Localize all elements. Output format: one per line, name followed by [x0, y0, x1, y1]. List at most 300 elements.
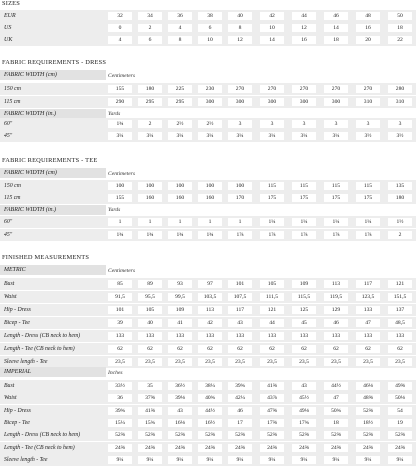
value-cell: 16	[356, 24, 380, 32]
value-cell: 115	[260, 182, 284, 190]
value-cell: 24⅜	[260, 444, 284, 452]
value-cell: 49⅛	[292, 407, 316, 415]
value-cell: 62	[324, 345, 348, 353]
value-cell: 23,5	[228, 358, 252, 366]
value-cell: 9¼	[138, 456, 162, 464]
value-cell: 23,5	[168, 358, 192, 366]
row-label: Length - Tee (CB neck to hem)	[4, 444, 75, 451]
value-cell: 17⅜	[260, 419, 284, 427]
row-label: Bust	[4, 383, 15, 389]
value-cell: 133	[324, 332, 348, 340]
value-cell: 48⅝	[356, 394, 380, 402]
value-cell: 32	[108, 12, 132, 20]
fabric-width-in-header: FABRIC WIDTH (in.)	[0, 109, 106, 119]
value-cell: 46⅛	[356, 382, 380, 390]
value-cell: 43	[168, 407, 192, 415]
value-cell: 1¼	[292, 218, 316, 226]
value-cell: 1½	[388, 218, 412, 226]
value-cell: 42	[198, 319, 222, 327]
dress-row-45in	[0, 130, 416, 142]
value-cell: 44	[260, 319, 284, 327]
row-label: Bust	[4, 281, 15, 287]
value-cell: 1¾	[138, 231, 162, 239]
value-cell: 115,5	[292, 293, 316, 301]
value-cell: 1⅞	[228, 231, 252, 239]
tee-row-150cm	[0, 180, 416, 192]
value-cell: 1	[228, 218, 252, 226]
value-cell: 300	[198, 98, 222, 106]
tee-row-115cm	[0, 192, 416, 204]
value-cell: 97	[198, 280, 222, 288]
value-cell: 133	[292, 332, 316, 340]
value-cell: 16	[292, 36, 316, 44]
value-cell: 1¾	[168, 231, 192, 239]
value-cell: 52⅜	[168, 431, 192, 439]
value-cell: 117	[356, 280, 380, 288]
fabric-width-cm-header: FABRIC WIDTH (cm)	[0, 70, 106, 80]
value-cell: 46	[228, 407, 252, 415]
value-cell: 12	[228, 36, 252, 44]
value-cell: 3½	[388, 132, 412, 140]
value-cell: 62	[260, 345, 284, 353]
value-cell: 101	[228, 280, 252, 288]
value-cell: 18	[324, 419, 348, 427]
row-label: Length - Dress (CB neck to hem)	[4, 432, 81, 439]
value-cell: 16⅛	[168, 419, 192, 427]
value-cell: 300	[324, 98, 348, 106]
value-cell: 52⅜	[292, 431, 316, 439]
value-cell: 99,5	[168, 293, 192, 301]
value-cell: 15¼	[108, 419, 132, 427]
value-cell: 24⅜	[138, 444, 162, 452]
row-label: 115 cm	[4, 99, 21, 105]
value-cell: 49⅝	[388, 382, 412, 390]
value-cell: 3½	[356, 132, 380, 140]
sizes-title: SIZES	[2, 0, 21, 7]
value-cell: 3	[324, 120, 348, 128]
value-cell: 40¾	[198, 394, 222, 402]
value-cell: 45	[292, 319, 316, 327]
value-cell: 41⅜	[260, 382, 284, 390]
value-cell: 23,5	[324, 358, 348, 366]
value-cell: 62	[168, 345, 192, 353]
row-label: Sleeve length - Tee	[4, 359, 48, 365]
row-label: Length - Dress (CB neck to hem)	[4, 333, 81, 339]
value-cell: 52⅜	[356, 431, 380, 439]
value-cell: 121	[388, 280, 412, 288]
value-cell: 43	[228, 319, 252, 327]
value-cell: 105	[138, 306, 162, 314]
metric-row	[0, 278, 416, 290]
imperial-row	[0, 392, 416, 404]
value-cell: 1¾	[108, 120, 132, 128]
value-cell: 93	[168, 280, 192, 288]
value-cell: 0	[108, 24, 132, 32]
value-cell: 3¼	[108, 132, 132, 140]
row-label: Bicep - Tee	[4, 419, 30, 426]
value-cell: 46	[324, 12, 348, 20]
fabric-width-in-header: FABRIC WIDTH (in.)	[0, 205, 106, 215]
value-cell: 151,5	[388, 293, 412, 301]
value-cell: 115	[324, 182, 348, 190]
value-cell: 9¼	[228, 456, 252, 464]
value-cell: 1¼	[260, 218, 284, 226]
value-cell: 23,5	[198, 358, 222, 366]
value-cell: 160	[168, 194, 192, 202]
value-cell: 101	[108, 306, 132, 314]
metric-row	[0, 317, 416, 329]
row-label: 115 cm	[4, 195, 21, 201]
value-cell: 100	[198, 182, 222, 190]
row-label: 45"	[4, 133, 13, 139]
value-cell: 270	[228, 85, 252, 93]
value-cell: 115	[356, 182, 380, 190]
dress-fabric-title: FABRIC REQUIREMENTS - DRESS	[2, 59, 107, 66]
value-cell: 42	[260, 12, 284, 20]
value-cell: 24⅜	[292, 444, 316, 452]
value-cell: 52⅜	[198, 431, 222, 439]
value-cell: 1	[168, 218, 192, 226]
value-cell: 38	[198, 12, 222, 20]
value-cell: 9¼	[198, 456, 222, 464]
value-cell: 3¼	[198, 132, 222, 140]
value-cell: 36½	[168, 382, 192, 390]
row-label: UK	[4, 37, 13, 43]
value-cell: 38¼	[198, 382, 222, 390]
unit-label: Centimeters	[108, 268, 136, 274]
value-cell: 23,5	[292, 358, 316, 366]
value-cell: 24⅜	[324, 444, 348, 452]
value-cell: 9¼	[324, 456, 348, 464]
value-cell: 180	[388, 194, 412, 202]
value-cell: 2½	[198, 120, 222, 128]
row-label: US	[4, 25, 12, 31]
value-cell: 39⅛	[168, 394, 192, 402]
value-cell: 2	[138, 120, 162, 128]
value-cell: 300	[292, 98, 316, 106]
value-cell: 39	[108, 319, 132, 327]
value-cell: 39¾	[228, 382, 252, 390]
value-cell: 133	[168, 332, 192, 340]
value-cell: 175	[292, 194, 316, 202]
row-label: 150 cm	[4, 86, 21, 92]
value-cell: 270	[260, 85, 284, 93]
value-cell: 23,5	[138, 358, 162, 366]
imperial-row	[0, 454, 416, 466]
value-cell: 170	[228, 194, 252, 202]
value-cell: 24⅜	[356, 444, 380, 452]
value-cell: 47⅝	[260, 407, 284, 415]
value-cell: 43	[292, 382, 316, 390]
metric-row	[0, 291, 416, 303]
value-cell: 2	[138, 24, 162, 32]
unit-label: Centimeters	[108, 73, 136, 79]
value-cell: 52⅜	[324, 431, 348, 439]
value-cell: 280	[388, 85, 412, 93]
value-cell: 24⅜	[108, 444, 132, 452]
value-cell: 295	[138, 98, 162, 106]
value-cell: 290	[108, 98, 132, 106]
value-cell: 100	[138, 182, 162, 190]
value-cell: 4	[108, 36, 132, 44]
value-cell: 14	[260, 36, 284, 44]
value-cell: 52⅜	[108, 431, 132, 439]
fabric-width-cm-header: FABRIC WIDTH (cm)	[0, 168, 106, 178]
metric-row	[0, 330, 416, 342]
value-cell: 15¾	[138, 419, 162, 427]
row-label: Length - Tee (CB neck to hem)	[4, 346, 75, 352]
value-cell: 6	[138, 36, 162, 44]
value-cell: 62	[292, 345, 316, 353]
value-cell: 36	[168, 12, 192, 20]
value-cell: 133	[388, 332, 412, 340]
value-cell: 117	[228, 306, 252, 314]
value-cell: 155	[108, 85, 132, 93]
row-label: 150 cm	[4, 183, 21, 189]
value-cell: 36	[108, 394, 132, 402]
value-cell: 41⅜	[138, 407, 162, 415]
value-cell: 18	[388, 24, 412, 32]
row-label: EUR	[4, 13, 16, 19]
value-cell: 17	[228, 419, 252, 427]
value-cell: 1¼	[324, 218, 348, 226]
row-label: Bicep - Tee	[4, 320, 30, 326]
value-cell: 23,5	[388, 358, 412, 366]
value-cell: 9¼	[356, 456, 380, 464]
value-cell: 160	[138, 194, 162, 202]
value-cell: 100	[168, 182, 192, 190]
value-cell: 48	[356, 12, 380, 20]
imperial-row	[0, 429, 416, 441]
value-cell: 2	[388, 231, 412, 239]
value-cell: 14	[324, 24, 348, 32]
value-cell: 310	[356, 98, 380, 106]
value-cell: 62	[388, 345, 412, 353]
size-row-eur	[0, 10, 416, 22]
row-label: 60"	[4, 219, 13, 225]
value-cell: 1⅞	[260, 231, 284, 239]
value-cell: 91,5	[108, 293, 132, 301]
value-cell: 133	[356, 332, 380, 340]
value-cell: 41	[168, 319, 192, 327]
value-cell: 3¼	[168, 132, 192, 140]
value-cell: 6	[198, 24, 222, 32]
value-cell: 44½	[198, 407, 222, 415]
value-cell: 45½	[292, 394, 316, 402]
value-cell: 230	[198, 85, 222, 93]
value-cell: 62	[356, 345, 380, 353]
value-cell: 39¾	[108, 407, 132, 415]
value-cell: 10	[198, 36, 222, 44]
metric-row	[0, 304, 416, 316]
value-cell: 133	[198, 332, 222, 340]
tee-fabric-title: FABRIC REQUIREMENTS - TEE	[2, 157, 98, 164]
value-cell: 1	[108, 218, 132, 226]
value-cell: 180	[138, 85, 162, 93]
value-cell: 175	[356, 194, 380, 202]
imperial-header: IMPERIAL	[0, 367, 106, 377]
value-cell: 9¼	[292, 456, 316, 464]
size-row-uk	[0, 34, 416, 46]
value-cell: 9¼	[108, 456, 132, 464]
value-cell: 9¼	[260, 456, 284, 464]
value-cell: 100	[108, 182, 132, 190]
tee-row-60in	[0, 216, 416, 228]
value-cell: 8	[228, 24, 252, 32]
value-cell: 52⅜	[228, 431, 252, 439]
value-cell: 105	[260, 280, 284, 288]
finished-measurements-title: FINISHED MEASUREMENTS	[2, 254, 90, 261]
value-cell: 1¾	[198, 231, 222, 239]
imperial-row	[0, 380, 416, 392]
value-cell: 109	[168, 306, 192, 314]
row-label: Hip - Dress	[4, 307, 31, 313]
value-cell: 175	[260, 194, 284, 202]
value-cell: 23,5	[356, 358, 380, 366]
value-cell: 1⅞	[356, 231, 380, 239]
value-cell: 62	[138, 345, 162, 353]
value-cell: 4	[168, 24, 192, 32]
value-cell: 50⅛	[388, 394, 412, 402]
dress-row-60in	[0, 118, 416, 130]
value-cell: 3	[292, 120, 316, 128]
value-cell: 1	[138, 218, 162, 226]
value-cell: 3	[228, 120, 252, 128]
value-cell: 1¾	[108, 231, 132, 239]
value-cell: 113	[324, 280, 348, 288]
unit-label: Centimeters	[108, 171, 136, 177]
metric-header: METRIC	[0, 265, 106, 275]
value-cell: 23,5	[108, 358, 132, 366]
unit-label: Inches	[108, 370, 123, 376]
value-cell: 37⅝	[138, 394, 162, 402]
imperial-row	[0, 405, 416, 417]
value-cell: 3¼	[228, 132, 252, 140]
value-cell: 24⅜	[388, 444, 412, 452]
value-cell: 42¼	[228, 394, 252, 402]
value-cell: 1⅞	[292, 231, 316, 239]
value-cell: 9¼	[168, 456, 192, 464]
value-cell: 121	[260, 306, 284, 314]
value-cell: 18	[324, 36, 348, 44]
value-cell: 34	[138, 12, 162, 20]
size-row-us	[0, 22, 416, 34]
value-cell: 52⅜	[138, 431, 162, 439]
value-cell: 23,5	[260, 358, 284, 366]
value-cell: 9¼	[388, 456, 412, 464]
value-cell: 35	[138, 382, 162, 390]
value-cell: 2½	[168, 120, 192, 128]
value-cell: 44	[292, 12, 316, 20]
value-cell: 3¼	[324, 132, 348, 140]
value-cell: 43⅞	[260, 394, 284, 402]
value-cell: 24⅜	[228, 444, 252, 452]
value-cell: 89	[138, 280, 162, 288]
imperial-row	[0, 442, 416, 454]
value-cell: 133	[228, 332, 252, 340]
value-cell: 50	[388, 12, 412, 20]
value-cell: 10	[260, 24, 284, 32]
value-cell: 100	[228, 182, 252, 190]
value-cell: 46	[324, 319, 348, 327]
value-cell: 44½	[324, 382, 348, 390]
row-label: Waist	[4, 294, 17, 300]
row-label: Hip - Dress	[4, 407, 31, 414]
value-cell: 62	[228, 345, 252, 353]
value-cell: 125	[292, 306, 316, 314]
value-cell: 40	[228, 12, 252, 20]
value-cell: 123,5	[356, 293, 380, 301]
value-cell: 18½	[356, 419, 380, 427]
value-cell: 40	[138, 319, 162, 327]
value-cell: 3¼	[260, 132, 284, 140]
value-cell: 1⅞	[324, 231, 348, 239]
value-cell: 225	[168, 85, 192, 93]
value-cell: 133	[260, 332, 284, 340]
value-cell: 295	[168, 98, 192, 106]
row-label: 60"	[4, 121, 13, 127]
value-cell: 3¼	[138, 132, 162, 140]
value-cell: 48,5	[388, 319, 412, 327]
metric-row	[0, 343, 416, 355]
dress-row-150cm	[0, 83, 416, 95]
imperial-row	[0, 417, 416, 429]
value-cell: 113	[198, 306, 222, 314]
value-cell: 3	[388, 120, 412, 128]
value-cell: 270	[356, 85, 380, 93]
value-cell: 135	[388, 182, 412, 190]
value-cell: 270	[324, 85, 348, 93]
value-cell: 22	[388, 36, 412, 44]
value-cell: 270	[292, 85, 316, 93]
row-label: Waist	[4, 395, 17, 402]
value-cell: 33½	[108, 382, 132, 390]
value-cell: 3	[356, 120, 380, 128]
value-cell: 19	[388, 419, 412, 427]
value-cell: 133	[108, 332, 132, 340]
value-cell: 54	[388, 407, 412, 415]
value-cell: 52⅜	[388, 431, 412, 439]
value-cell: 155	[108, 194, 132, 202]
value-cell: 47	[356, 319, 380, 327]
value-cell: 300	[260, 98, 284, 106]
value-cell: 85	[108, 280, 132, 288]
value-cell: 62	[108, 345, 132, 353]
value-cell: 52⅜	[260, 431, 284, 439]
value-cell: 133	[138, 332, 162, 340]
value-cell: 115	[292, 182, 316, 190]
value-cell: 133	[356, 306, 380, 314]
row-label: Sleeve length - Tee	[4, 456, 48, 463]
value-cell: 3¼	[292, 132, 316, 140]
value-cell: 1¼	[356, 218, 380, 226]
value-cell: 52⅜	[356, 407, 380, 415]
unit-label: Yards	[108, 111, 121, 117]
value-cell: 47	[324, 394, 348, 402]
value-cell: 119,5	[324, 293, 348, 301]
dress-row-115cm	[0, 96, 416, 108]
value-cell: 17¾	[292, 419, 316, 427]
value-cell: 12	[292, 24, 316, 32]
value-cell: 95,5	[138, 293, 162, 301]
value-cell: 1	[198, 218, 222, 226]
value-cell: 62	[198, 345, 222, 353]
value-cell: 24⅜	[168, 444, 192, 452]
tee-row-45in	[0, 229, 416, 241]
value-cell: 160	[198, 194, 222, 202]
value-cell: 109	[292, 280, 316, 288]
value-cell: 107,5	[228, 293, 252, 301]
